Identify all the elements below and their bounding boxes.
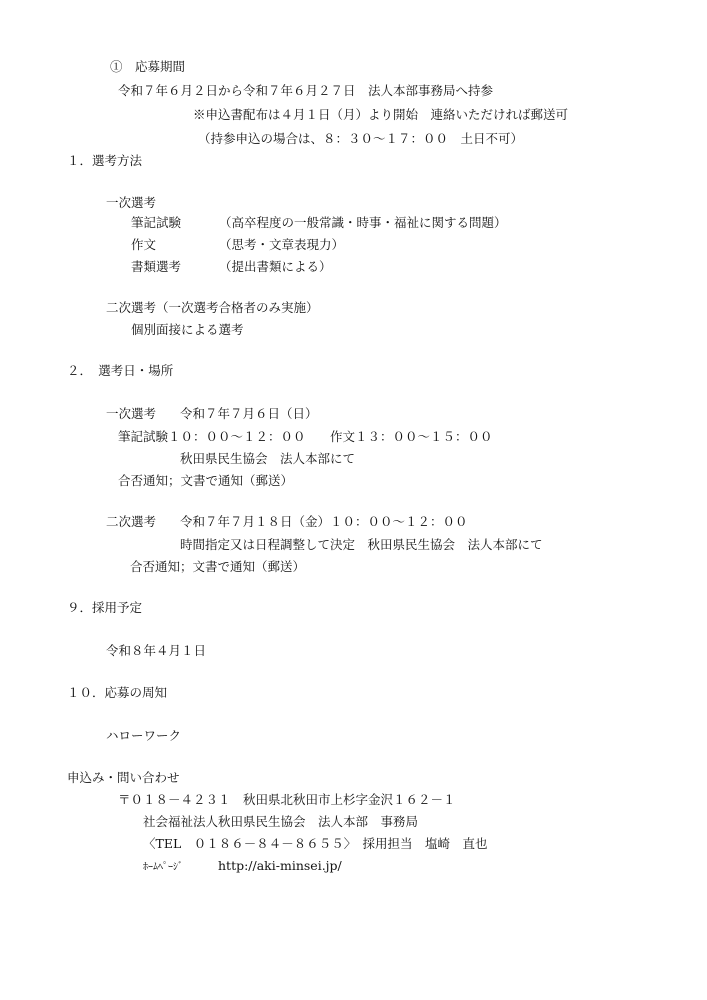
second-selection-title: 二次選考（一次選考合格者のみ実施） (106, 300, 319, 315)
first-schedule-essay-time: 作文１３：００～１５：００ (330, 429, 493, 444)
selection-item-name: 書類選考 (131, 259, 182, 274)
homepage-url-link[interactable]: http://aki-minsei.jp/ (218, 858, 342, 873)
second-schedule-label: 二次選考 (106, 514, 157, 529)
contact-heading: 申込み・問い合わせ (67, 770, 180, 785)
selection-item-name: 筆記試験 (131, 215, 182, 230)
period-line-2: ※申込書配布は４月１日（月）より開始 連絡いただければ郵送可 (193, 107, 569, 122)
second-schedule-datetime: 令和７年７月１８日（金）１０：００～１２：００ (180, 514, 468, 529)
contact-address: 〒０１８－４２３１ 秋田県北秋田市上杉字金沢１６２－１ (118, 792, 456, 807)
first-schedule-notice: 合否通知；文書で通知（郵送） (118, 473, 294, 488)
section-heading-hiring: ９．採用予定 (67, 600, 143, 615)
first-schedule-exam-time: 筆記試験１０：００～１２：００ (118, 429, 306, 444)
hiring-date: 令和８年４月１日 (106, 643, 207, 658)
first-selection-title: 一次選考 (106, 195, 157, 210)
section-heading-schedule: ２． 選考日・場所 (67, 363, 174, 378)
period-line-1: 令和７年６月２日から令和７年６月２７日 法人本部事務局へ持参 (118, 83, 494, 98)
publicity-channel: ハローワーク (106, 728, 182, 743)
second-schedule-notice: 合否通知；文書で通知（郵送） (130, 559, 306, 574)
section-heading-publicity: １０．応募の周知 (67, 685, 168, 700)
period-heading: ① 応募期間 (110, 59, 186, 74)
second-schedule-venue: 時間指定又は日程調整して決定 秋田県民生協会 法人本部にて (180, 537, 543, 552)
homepage-label: ﾎｰﾑﾍﾟｰｼﾞ (143, 862, 183, 873)
section-heading-selection: １．選考方法 (67, 153, 143, 168)
first-schedule-date: 令和７年７月６日（日） (180, 406, 318, 421)
second-selection-detail: 個別面接による選考 (131, 322, 244, 337)
selection-item-name: 作文 (131, 237, 157, 252)
contact-tel: 〈TEL ０１８６－８４－８６５５〉 採用担当 塩崎 直也 (143, 836, 488, 851)
first-schedule-label: 一次選考 (106, 406, 157, 421)
selection-item-desc: （高卒程度の一般常識・時事・福祉に関する問題） (219, 215, 507, 230)
selection-item-desc: （提出書類による） (219, 259, 332, 274)
first-schedule-venue: 秋田県民生協会 法人本部にて (180, 451, 356, 466)
selection-item-desc: （思考・文章表現力） (219, 237, 345, 252)
period-line-3: （持参申込の場合は、８：３０～１７：００ 土日不可） (198, 131, 524, 146)
contact-organization: 社会福祉法人秋田県民生協会 法人本部 事務局 (143, 814, 419, 829)
